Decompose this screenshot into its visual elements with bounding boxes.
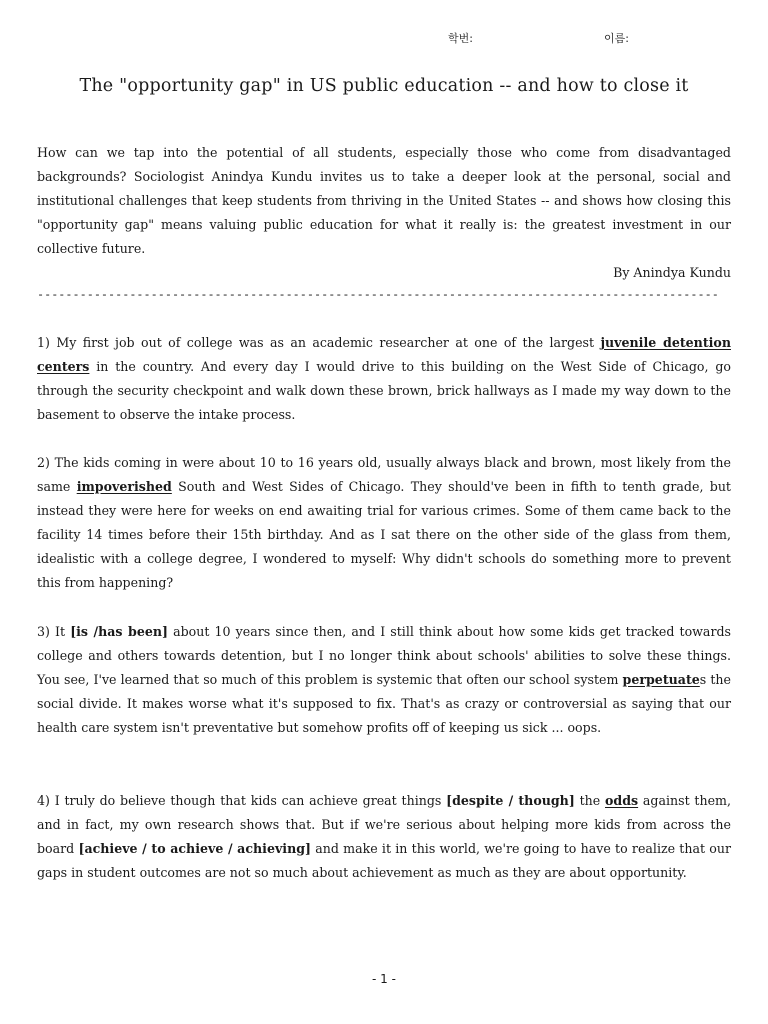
paragraph-text: 2) The kids coming in were about 10 to 16 years old, usually always black and brown, most likely from the same xyxy=(37,455,731,494)
paragraph-text: about 10 years since then, and I still think about how some kids get tracked towards college and others towards detention, but I no longer think about schools' abilities to solve these things. You see, I've learned that so much of this problem is systemic that often our school system xyxy=(37,624,731,687)
paragraph-text: s the social divide. It makes worse what it's supposed to fix. That's as crazy or controversial as saying that our health care system isn't preventative but somehow profits off of keeping us sick ... oops. xyxy=(37,672,731,735)
paragraph-1 xyxy=(37,331,731,427)
byline: By Anindya Kundu xyxy=(613,265,731,280)
paragraph-text: 1) My first job out of college was as an academic researcher at one of the largest xyxy=(37,335,601,350)
grammar-choice: [achieve / to achieve / achieving] xyxy=(78,841,311,856)
paragraph-text: South and West Sides of Chicago. They should've been in fifth to tenth grade, but instead they were here for weeks on end awaiting trial for various crimes. Some of them came back to the facility 14 times before their 15th birthday. And as I sat there on the other side of the glass from them, idealistic with a college degree, I wondered to myself: Why didn't schools do something more to prevent this from happening? xyxy=(37,479,731,590)
vocab-term: odds xyxy=(605,793,639,808)
paragraph-text: against them, and in fact, my own research shows that. But if we're serious about helping more kids from across the board xyxy=(37,793,731,856)
paragraph-text: in the country. And every day I would drive to this building on the West Side of Chicago, go through the security checkpoint and walk down these brown, brick hallways as I made my way down to the basement to observe the intake process. xyxy=(37,359,731,422)
student-id-label: 학번: xyxy=(448,32,473,45)
paragraph-4 xyxy=(37,789,731,885)
name-label: 이름: xyxy=(604,32,629,45)
paragraph-text: 3) It xyxy=(37,624,71,639)
vocab-term: impoverished xyxy=(76,479,172,494)
intro-paragraph: How can we tap into the potential of all students, especially those who come from disadvantaged backgrounds? Sociologist Anindya Kundu invites us to take a deeper look at the personal, social and institutional challenges that keep students from thriving in the United States -- and shows how closing this "opportunity gap" means valuing public education for what it really is: the greatest investment in our collective future. xyxy=(37,145,731,256)
paragraph-text: and make it in this world, we're going to have to realize that our gaps in student outcomes are not so much about achievement as much as they are about opportunity. xyxy=(37,841,731,880)
paragraph-text: the xyxy=(574,793,605,808)
grammar-choice: [is /has been] xyxy=(70,624,168,639)
separator-line: ------------------------------------------------------------------------------------------------ xyxy=(37,287,719,301)
page-number: - 1 - xyxy=(372,972,396,986)
paragraph-2 xyxy=(37,451,731,595)
paragraph-text: 4) I truly do believe though that kids can achieve great things xyxy=(37,793,447,808)
grammar-choice: [despite / though] xyxy=(446,793,575,808)
document-title: The "opportunity gap" in US public education -- and how to close it xyxy=(79,76,689,96)
vocab-term: perpetuate xyxy=(622,672,700,687)
vocab-term: juvenile detention centers xyxy=(37,335,731,374)
student-info-header xyxy=(0,30,768,50)
paragraph-3 xyxy=(37,620,731,740)
